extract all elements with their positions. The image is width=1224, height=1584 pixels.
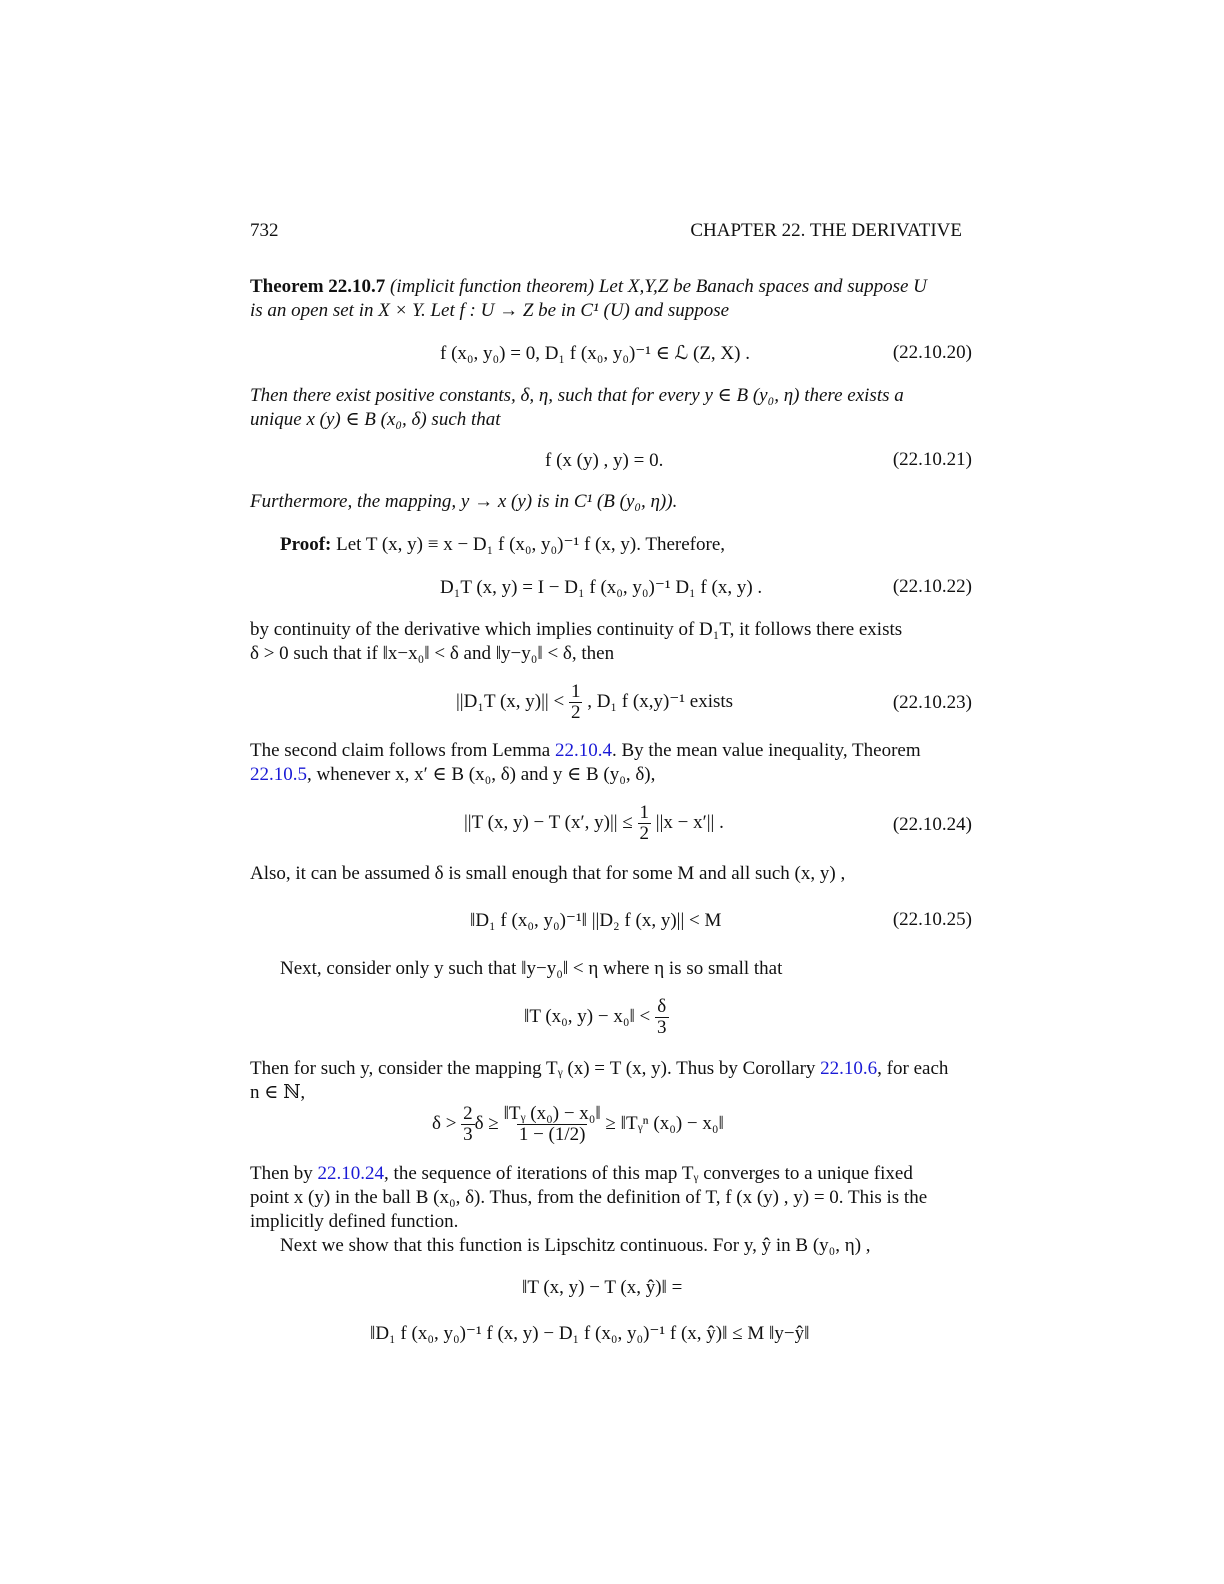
corollary-link[interactable]: 22.10.6 bbox=[820, 1058, 878, 1079]
theorem-label: Theorem 22.10.7 bbox=[250, 276, 386, 297]
denominator: 3 bbox=[657, 1017, 667, 1038]
equation-22-10-23 bbox=[456, 682, 733, 723]
proof-label: Proof: bbox=[280, 534, 332, 555]
equation-lipschitz-2: ‖D₁ f (x₀, y₀)⁻¹ f (x, y) − D₁ f (x₀, y₀)⁻¹ f (x, ŷ)‖ ≤ M ‖y−ŷ‖ bbox=[370, 1323, 810, 1344]
proof-text-10 bbox=[250, 1162, 913, 1186]
proof-line-1 bbox=[280, 533, 725, 557]
equation-number: (22.10.22) bbox=[892, 576, 972, 597]
fraction bbox=[569, 682, 583, 723]
proof-text-12: implicitly defined function. bbox=[250, 1211, 459, 1232]
equation-link[interactable]: 22.10.24 bbox=[317, 1163, 385, 1184]
text-part: , whenever x, x′ ∈ B (x₀, δ) and y ∈ B (y₀, δ), bbox=[307, 764, 656, 785]
theorem-link[interactable]: 22.10.5 bbox=[250, 764, 307, 785]
numerator: ‖Tᵧ (x₀) − x₀‖ bbox=[503, 1103, 601, 1124]
proof-text-6: Also, it can be assumed δ is small enough that for some M and all such (x, y) , bbox=[250, 863, 846, 884]
page-number: 732 bbox=[250, 220, 279, 241]
eq-part: ||T (x, y) − T (x′, y)|| ≤ bbox=[464, 811, 633, 833]
equation-number: (22.10.24) bbox=[892, 814, 972, 835]
text-part: , for each bbox=[877, 1058, 949, 1079]
fraction bbox=[655, 997, 669, 1038]
equation-lipschitz-1: ‖T (x, y) − T (x, ŷ)‖ = bbox=[522, 1277, 683, 1298]
running-header: CHAPTER 22. THE DERIVATIVE bbox=[690, 220, 962, 241]
text-part: Then by bbox=[250, 1163, 318, 1184]
equation-number: (22.10.25) bbox=[892, 909, 972, 930]
text-part: . By the mean value inequality, Theorem bbox=[611, 740, 921, 761]
proof-text-3: δ > 0 such that if ‖x−x₀‖ < δ and ‖y−y₀‖ < δ, then bbox=[250, 643, 615, 664]
proof-text-1: Let T (x, y) ≡ x − D₁ f (x₀, y₀)⁻¹ f (x, y). Therefore, bbox=[336, 534, 726, 555]
equation-number: (22.10.23) bbox=[892, 692, 972, 713]
fraction bbox=[504, 1104, 601, 1145]
proof-text-2: by continuity of the derivative which implies continuity of D₁T, it follows there exists bbox=[250, 619, 903, 640]
denominator: 2 bbox=[570, 702, 581, 723]
denominator: 3 bbox=[463, 1124, 473, 1145]
theorem-name: (implicit function theorem) bbox=[390, 276, 595, 297]
proof-text-11: point x (y) in the ball B (x₀, δ). Thus, from the definition of T, f (x (y) , y) = 0. This is the bbox=[250, 1187, 928, 1208]
proof-text-4 bbox=[250, 739, 921, 763]
equation-delta-third bbox=[524, 997, 669, 1038]
denominator: 1 − (1/2) bbox=[518, 1124, 586, 1145]
theorem-text-2: is an open set in X × Y. Let f : U → Z be in C¹ (U) and suppose bbox=[250, 300, 730, 321]
proof-text-5 bbox=[250, 763, 655, 787]
equation-number: (22.10.21) bbox=[892, 449, 972, 470]
theorem-line-1 bbox=[250, 275, 962, 299]
text-part: , the sequence of iterations of this map Tᵧ converges to a unique fixed bbox=[384, 1163, 913, 1184]
proof-text-9: n ∈ ℕ, bbox=[250, 1082, 306, 1103]
fraction bbox=[461, 1104, 475, 1145]
proof-text-7: Next, consider only y such that ‖y−y₀‖ < η where η is so small that bbox=[280, 958, 783, 979]
numerator: 1 bbox=[639, 802, 650, 823]
theorem-text-1: Let X,Y,Z be Banach spaces and suppose U bbox=[598, 276, 927, 297]
denominator: 2 bbox=[639, 823, 650, 844]
text-part: The second claim follows from Lemma bbox=[250, 740, 555, 761]
eq-part: ‖T (x₀, y) − x₀‖ < bbox=[524, 1005, 651, 1027]
equation-iteration-bound bbox=[432, 1104, 724, 1145]
eq-part: ≥ ‖Tᵧⁿ (x₀) − x₀‖ bbox=[605, 1112, 724, 1134]
numerator: 1 bbox=[570, 681, 581, 702]
theorem-text-3: Then there exist positive constants, δ, η, such that for every y ∈ B (y₀, η) there exists a bbox=[250, 385, 904, 406]
equation-22-10-24 bbox=[464, 803, 724, 844]
eq-part: δ ≥ bbox=[474, 1112, 499, 1134]
eq-part: ||x − x′|| . bbox=[655, 811, 724, 833]
eq-part: ||D₁T (x, y)|| < bbox=[456, 690, 565, 712]
proof-text-13: Next we show that this function is Lipschitz continuous. For y, ŷ in B (y₀, η) , bbox=[280, 1235, 871, 1256]
equation-number: (22.10.20) bbox=[892, 342, 972, 363]
theorem-text-4: unique x (y) ∈ B (x₀, δ) such that bbox=[250, 409, 501, 430]
eq-part: δ > bbox=[432, 1112, 457, 1134]
equation-22-10-22: D₁T (x, y) = I − D₁ f (x₀, y₀)⁻¹ D₁ f (x, y) . bbox=[440, 577, 763, 598]
equation-22-10-25: ‖D₁ f (x₀, y₀)⁻¹‖ ||D₂ f (x, y)|| < M bbox=[470, 910, 722, 931]
proof-text-8 bbox=[250, 1057, 948, 1081]
lemma-link[interactable]: 22.10.4 bbox=[554, 740, 612, 761]
text-part: Then for such y, consider the mapping Tᵧ (x) = T (x, y). Thus by Corollary bbox=[250, 1058, 821, 1079]
theorem-text-5: Furthermore, the mapping, y → x (y) is in C¹ (B (y₀, η)). bbox=[250, 491, 678, 512]
equation-22-10-20: f (x₀, y₀) = 0, D₁ f (x₀, y₀)⁻¹ ∈ ℒ (Z, X) . bbox=[440, 343, 750, 364]
fraction bbox=[638, 803, 652, 844]
numerator: 2 bbox=[463, 1103, 473, 1124]
eq-part: , D₁ f (x,y)⁻¹ exists bbox=[587, 690, 734, 712]
equation-22-10-21: f (x (y) , y) = 0. bbox=[545, 450, 664, 471]
numerator: δ bbox=[657, 996, 667, 1017]
